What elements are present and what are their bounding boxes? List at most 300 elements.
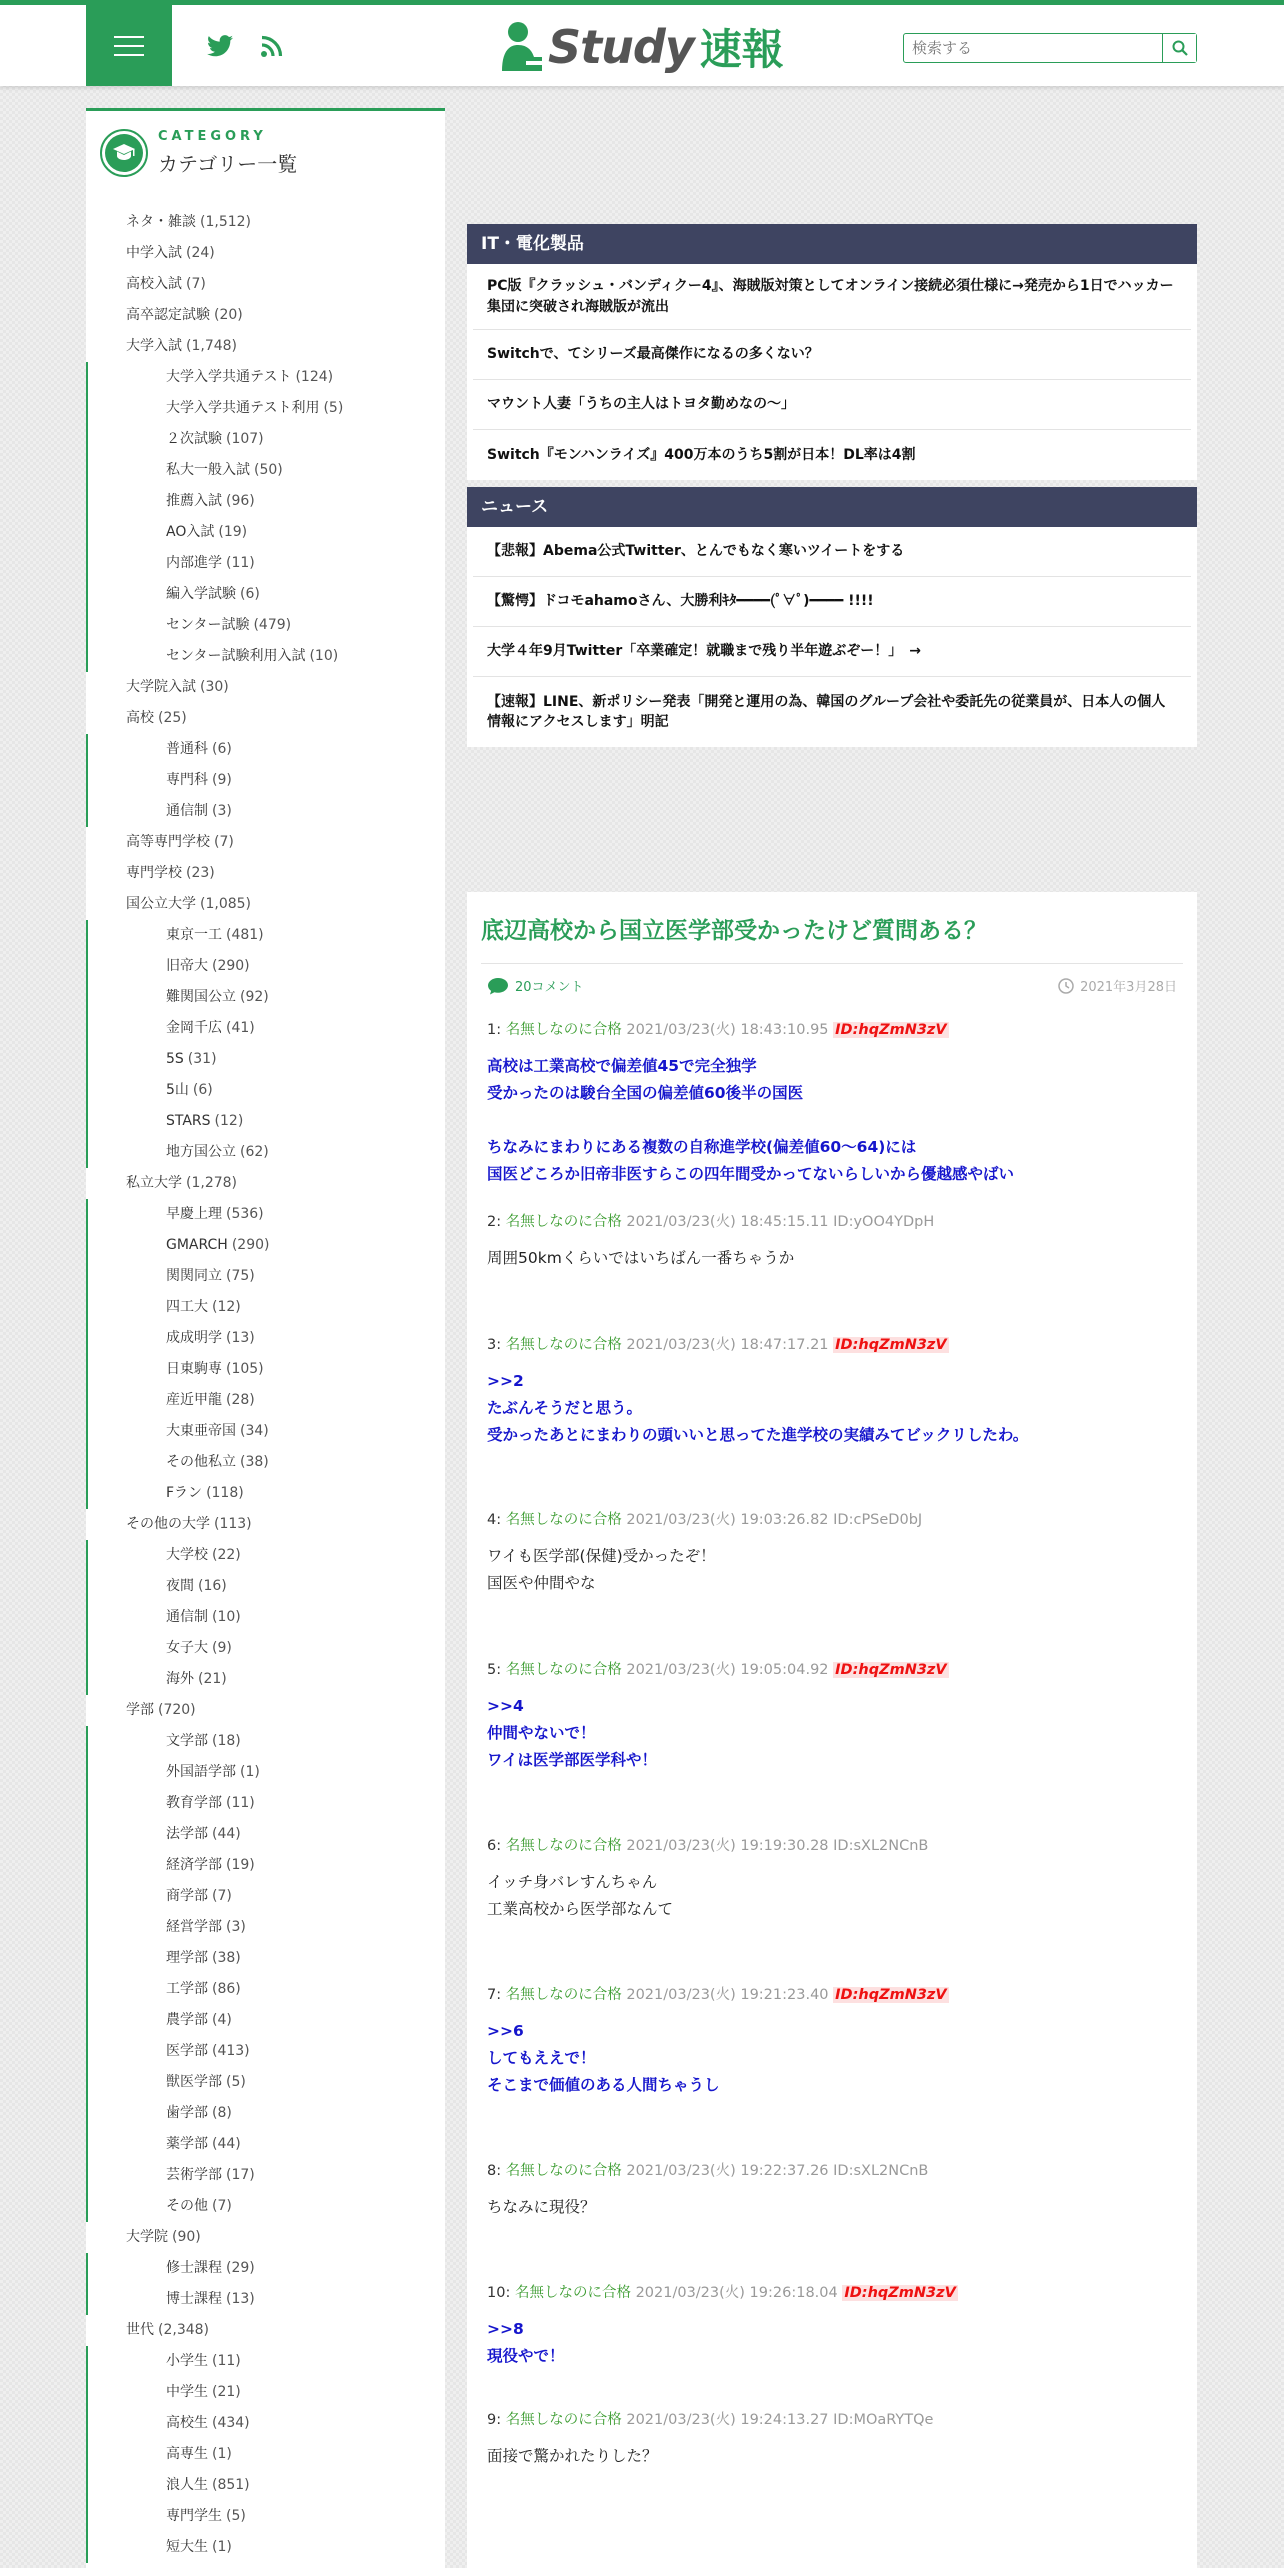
category-item[interactable] <box>86 517 445 548</box>
post-line[interactable]: >>6 <box>487 2022 524 2040</box>
poster-name: 名無しなのに合格 <box>505 2163 622 2179</box>
category-count: (11) <box>226 555 255 571</box>
category-label: 早慶上理 <box>166 1206 222 1222</box>
logo-text: Study <box>548 20 694 74</box>
category-item[interactable] <box>86 2470 445 2501</box>
category-label: 大学院入試 <box>126 679 196 695</box>
news-link[interactable]: マウント人妻「うちの主人はトヨタ勤めなの～」 <box>473 380 1191 430</box>
category-item[interactable] <box>86 2315 445 2346</box>
category-count: (41) <box>226 1020 255 1036</box>
poster-id[interactable]: ID:sXL2NCnB <box>833 1838 929 1854</box>
category-item[interactable] <box>86 2222 445 2253</box>
comment-post <box>487 2408 1177 2470</box>
category-item[interactable] <box>86 269 445 300</box>
category-title-jp: カテゴリー一覧 <box>158 152 298 176</box>
category-count: (9) <box>212 1640 232 1656</box>
category-count: (50) <box>254 462 283 478</box>
category-item[interactable] <box>86 2501 445 2532</box>
category-item[interactable] <box>86 1385 445 1416</box>
category-count: (10) <box>309 648 339 664</box>
category-label: 日東駒専 <box>166 1361 222 1377</box>
category-label: 5山 <box>166 1082 189 1098</box>
category-item[interactable] <box>86 2129 445 2160</box>
category-label: 経営学部 <box>166 1919 222 1935</box>
category-item[interactable] <box>86 1013 445 1044</box>
post-body <box>487 2443 1177 2470</box>
category-label: 地方国公立 <box>166 1144 236 1160</box>
category-label: 芸術学部 <box>166 2167 222 2183</box>
category-count: (5) <box>226 2074 246 2090</box>
category-item[interactable] <box>86 1354 445 1385</box>
category-count: (10) <box>212 1609 241 1625</box>
category-count: (3) <box>226 1919 246 1935</box>
category-count: (38) <box>212 1950 241 1966</box>
it-section-title: IT・電化製品 <box>467 224 1197 264</box>
category-item[interactable] <box>86 858 445 889</box>
category-label: 教育学部 <box>166 1795 222 1811</box>
post-body <box>487 2018 1177 2099</box>
post-line <box>487 1107 1177 1134</box>
category-item[interactable] <box>86 2284 445 2315</box>
news-link[interactable]: 【速報】LINE、新ポリシー発表「開発と運用の為、韓国のグループ会社や委託先の従業員が、日本人の個人情報にアクセスします」明記 <box>487 693 1166 730</box>
poster-id[interactable]: ID:yOO4YDpH <box>833 1214 935 1230</box>
post-number: 3: <box>487 1337 502 1353</box>
post-header <box>487 2281 1177 2302</box>
poster-id[interactable]: ID:hqZmN3zV <box>835 1662 947 1678</box>
category-item[interactable] <box>86 2253 445 2284</box>
category-count: (34) <box>240 1423 269 1439</box>
poster-id[interactable]: ID:MOaRYTQe <box>833 2412 934 2428</box>
post-header <box>487 1834 1177 1855</box>
post-body <box>487 1245 1177 1272</box>
category-item[interactable] <box>86 2532 445 2563</box>
post-number: 5: <box>487 1662 502 1678</box>
comments-link[interactable] <box>487 976 584 995</box>
category-label: 歯学部 <box>166 2105 208 2121</box>
post-line: してもええで！ <box>487 2049 596 2067</box>
menu-bar <box>114 54 144 56</box>
category-count: (18) <box>212 1733 241 1749</box>
category-count: (124) <box>295 369 334 385</box>
category-item[interactable] <box>86 1974 445 2005</box>
poster-name: 名無しなのに合格 <box>505 1662 622 1678</box>
category-label: 大学入試 <box>126 338 182 354</box>
category-count: (21) <box>198 1671 227 1687</box>
category-label: 夜間 <box>166 1578 194 1594</box>
category-count: (6) <box>192 1082 213 1098</box>
post-number: 2: <box>487 1214 502 1230</box>
category-item[interactable] <box>86 331 445 362</box>
post-datetime: 2021/03/23(火) 19:26:18.04 <box>635 2285 838 2301</box>
category-item[interactable] <box>86 1230 445 1261</box>
category-count: (90) <box>172 2229 201 2245</box>
category-item[interactable] <box>86 1416 445 1447</box>
category-label: 世代 <box>126 2322 154 2338</box>
post-number: 10: <box>487 2285 511 2301</box>
category-count: (536) <box>226 1206 264 1222</box>
category-label: 私大一般入試 <box>166 462 250 478</box>
category-count: (75) <box>226 1268 255 1284</box>
category-item[interactable] <box>86 1819 445 1850</box>
category-label: 海外 <box>166 1671 194 1687</box>
category-count: (20) <box>214 307 243 323</box>
poster-name: 名無しなのに合格 <box>505 2412 622 2428</box>
post-number: 8: <box>487 2163 502 2179</box>
post-header <box>487 2159 1177 2180</box>
category-count: (9) <box>212 772 232 788</box>
category-item[interactable] <box>86 1664 445 1695</box>
category-label: 5S <box>166 1051 184 1067</box>
category-count: (851) <box>212 2477 250 2493</box>
category-item[interactable] <box>86 455 445 486</box>
category-item[interactable] <box>86 207 445 238</box>
category-count: (1,748) <box>186 338 238 354</box>
category-item[interactable] <box>86 2036 445 2067</box>
category-item[interactable] <box>86 2346 445 2377</box>
poster-id[interactable]: ID:hqZmN3zV <box>835 1337 947 1353</box>
category-label: Fラン <box>166 1485 203 1501</box>
category-count: (7) <box>214 834 234 850</box>
category-label: その他 <box>166 2198 208 2214</box>
category-count: (28) <box>226 1392 255 1408</box>
site-logo[interactable] <box>500 15 784 79</box>
category-item[interactable] <box>86 734 445 765</box>
post-line: ワイも医学部(保健)受かったぞ！ <box>487 1547 716 1565</box>
category-label: 短大生 <box>166 2539 208 2555</box>
it-news-list <box>467 264 1197 480</box>
category-item[interactable] <box>86 703 445 734</box>
category-item[interactable] <box>86 1881 445 1912</box>
post-line: 周囲50kmくらいではいちばん一番ちゃうか <box>487 1249 795 1267</box>
category-item[interactable] <box>86 362 445 393</box>
poster-name: 名無しなのに合格 <box>505 1337 622 1353</box>
category-item[interactable] <box>86 300 445 331</box>
category-label: センター試験 <box>166 617 250 633</box>
category-item[interactable] <box>86 1075 445 1106</box>
post-body <box>487 1869 1177 1923</box>
category-count: (113) <box>214 1516 252 1532</box>
post-line: 仲間やないで！ <box>487 1724 596 1742</box>
category-label: 商学部 <box>166 1888 208 1904</box>
post-line: 高校は工業高校で偏差値45で完全独学 <box>487 1057 757 1075</box>
post-header <box>487 1333 1177 1354</box>
category-count: (31) <box>187 1051 217 1067</box>
category-item[interactable] <box>86 920 445 951</box>
category-label: ２次試験 <box>166 431 222 447</box>
student-logo-icon <box>500 21 544 73</box>
category-count: (434) <box>212 2415 250 2431</box>
poster-id[interactable]: ID:hqZmN3zV <box>835 1987 947 2003</box>
category-item[interactable] <box>86 2160 445 2191</box>
category-item[interactable] <box>86 2067 445 2098</box>
category-item[interactable] <box>86 238 445 269</box>
category-item[interactable] <box>86 2408 445 2439</box>
category-label: 医学部 <box>166 2043 208 2059</box>
category-count: (11) <box>226 1795 255 1811</box>
category-count: (12) <box>214 1113 244 1129</box>
hamburger-menu-button[interactable] <box>86 5 172 86</box>
category-count: (16) <box>198 1578 227 1594</box>
category-count: (11) <box>212 2353 241 2369</box>
category-count: (8) <box>212 2105 232 2121</box>
category-count: (7) <box>212 1888 232 1904</box>
category-count: (38) <box>240 1454 269 1470</box>
comment-post <box>487 1210 1177 1272</box>
category-item[interactable] <box>86 1540 445 1571</box>
rss-icon[interactable] <box>255 29 289 63</box>
category-item[interactable] <box>86 827 445 858</box>
category-item[interactable] <box>86 2377 445 2408</box>
category-count: (4) <box>212 2012 232 2028</box>
comment-post <box>487 1658 1177 1774</box>
category-item[interactable] <box>86 1571 445 1602</box>
category-title-en: CATEGORY <box>158 129 267 144</box>
search-box <box>903 33 1197 63</box>
category-count: (25) <box>158 710 187 726</box>
post-body <box>487 2194 1177 2221</box>
category-label: 旧帝大 <box>166 958 208 974</box>
post-header <box>487 1210 1177 1231</box>
category-count: (1,278) <box>186 1175 238 1191</box>
category-label: 金岡千広 <box>166 1020 222 1036</box>
category-item[interactable] <box>86 1850 445 1881</box>
category-label: 通信制 <box>166 803 208 819</box>
category-count: (481) <box>226 927 264 943</box>
category-item[interactable] <box>86 672 445 703</box>
category-item[interactable] <box>86 1912 445 1943</box>
category-count: (1,512) <box>200 214 252 230</box>
category-label: 小学生 <box>166 2353 208 2369</box>
category-label: 東京一工 <box>166 927 222 943</box>
category-item[interactable] <box>86 1478 445 1509</box>
category-count: (12) <box>212 1299 241 1315</box>
category-label: 農学部 <box>166 2012 208 2028</box>
post-body <box>487 1543 1177 1597</box>
poster-id[interactable]: ID:cPSeD0bJ <box>833 1512 923 1528</box>
category-label: 私立大学 <box>126 1175 182 1191</box>
article-meta <box>481 964 1183 1010</box>
category-count: (7) <box>212 2198 232 2214</box>
category-count: (5) <box>226 2508 246 2524</box>
category-item[interactable] <box>86 1044 445 1075</box>
category-count: (7) <box>186 276 206 292</box>
comment-post <box>487 1834 1177 1923</box>
search-input[interactable] <box>904 34 1162 62</box>
category-count: (19) <box>218 524 248 540</box>
news-section-title: ニュース <box>467 487 1197 527</box>
poster-id[interactable]: ID:hqZmN3zV <box>844 2285 956 2301</box>
category-item[interactable] <box>86 889 445 920</box>
post-line: イッチ身バレすんちゃん <box>487 1873 658 1891</box>
post-body <box>487 1053 1177 1188</box>
graduation-cap-icon <box>100 129 148 177</box>
category-count: (24) <box>186 245 215 261</box>
post-datetime: 2021/03/23(火) 19:22:37.26 <box>626 2163 829 2179</box>
category-item[interactable] <box>86 1943 445 1974</box>
category-item[interactable] <box>86 641 445 672</box>
category-count: (30) <box>200 679 229 695</box>
search-button[interactable] <box>1162 34 1196 62</box>
category-label: 大学校 <box>166 1547 208 1563</box>
post-header <box>487 2408 1177 2429</box>
category-item[interactable] <box>86 424 445 455</box>
category-label: 浪人生 <box>166 2477 208 2493</box>
category-item[interactable] <box>86 1168 445 1199</box>
category-item[interactable] <box>86 1292 445 1323</box>
post-line: ワイは医学部医学科や！ <box>487 1751 658 1769</box>
post-header <box>487 1658 1177 1679</box>
category-label: 大学院 <box>126 2229 168 2245</box>
category-item[interactable] <box>86 1788 445 1819</box>
category-label: 関関同立 <box>166 1268 222 1284</box>
post-line: 国医や仲間やな <box>487 1574 596 1592</box>
category-label: 大東亜帝国 <box>166 1423 236 1439</box>
post-datetime: 2021/03/23(火) 19:21:23.40 <box>626 1987 829 2003</box>
category-label: 工学部 <box>166 1981 208 1997</box>
category-item[interactable] <box>86 610 445 641</box>
category-item[interactable] <box>86 548 445 579</box>
category-label: 経済学部 <box>166 1857 222 1873</box>
category-item[interactable] <box>86 1633 445 1664</box>
post-header <box>487 1508 1177 1529</box>
poster-id[interactable]: ID:sXL2NCnB <box>833 2163 929 2179</box>
post-line[interactable]: >>2 <box>487 1372 524 1390</box>
post-datetime: 2021/03/23(火) 19:05:04.92 <box>626 1662 829 1678</box>
category-label: 法学部 <box>166 1826 208 1842</box>
post-line: 受かったあとにまわりの頭いいと思ってた進学校の実績みてビックリしたわ。 <box>487 1426 1029 1444</box>
post-datetime: 2021/03/23(火) 18:47:17.21 <box>626 1337 829 1353</box>
category-list <box>86 207 445 2563</box>
category-label: ネタ・雑談 <box>126 214 196 230</box>
poster-name: 名無しなのに合格 <box>514 2285 631 2301</box>
post-datetime: 2021/03/23(火) 19:19:30.28 <box>626 1838 829 1854</box>
post-line: ちなみにまわりにある複数の自称進学校(偏差値60～64)には <box>487 1138 917 1156</box>
twitter-icon[interactable] <box>203 29 237 63</box>
category-count: (17) <box>226 2167 255 2183</box>
category-item[interactable] <box>86 951 445 982</box>
category-item[interactable] <box>86 1261 445 1292</box>
category-count: (1) <box>212 2539 232 2555</box>
category-item[interactable] <box>86 1323 445 1354</box>
category-label: 高校入試 <box>126 276 182 292</box>
news-link[interactable]: 大学４年9月Twitter「卒業確定！就職まで残り半年遊ぶぞー！」 → <box>473 627 1191 677</box>
category-label: 専門学校 <box>126 865 182 881</box>
category-label: 高等専門学校 <box>126 834 210 850</box>
category-label: 博士課程 <box>166 2291 222 2307</box>
post-line: 工業高校から医学部なんて <box>487 1900 674 1918</box>
category-label: 女子大 <box>166 1640 208 1656</box>
post-line: 国医どころか旧帝非医すらこの四年間受かってないらしいから優越感やばい <box>487 1165 1015 1183</box>
category-label: 理学部 <box>166 1950 208 1966</box>
news-link[interactable]: PC版『クラッシュ・バンディクー4』、海賊版対策としてオンライン接続必須仕様に→発売から1日でハッカー集団に突破され海賊版が流出 <box>473 264 1191 330</box>
category-item[interactable] <box>86 1447 445 1478</box>
category-count: (23) <box>186 865 215 881</box>
category-label: 内部進学 <box>166 555 222 571</box>
category-item[interactable] <box>86 1106 445 1137</box>
category-count: (107) <box>226 431 264 447</box>
category-label: AO入試 <box>166 524 215 540</box>
category-item[interactable] <box>86 393 445 424</box>
category-count: (96) <box>226 493 255 509</box>
category-item[interactable] <box>86 765 445 796</box>
category-label: 高専生 <box>166 2446 208 2462</box>
category-label: 薬学部 <box>166 2136 208 2152</box>
category-label: 大学入学共通テスト利用 <box>166 400 320 416</box>
news-list <box>467 527 1197 747</box>
category-item[interactable] <box>86 579 445 610</box>
category-count: (5) <box>323 400 344 416</box>
post-body <box>487 1693 1177 1774</box>
post-line: 現役やで！ <box>487 2347 565 2365</box>
poster-name: 名無しなのに合格 <box>505 1512 622 1528</box>
clock-icon <box>1058 978 1074 994</box>
poster-name: 名無しなのに合格 <box>505 1214 622 1230</box>
category-label: 高校 <box>126 710 154 726</box>
category-item[interactable] <box>86 2098 445 2129</box>
category-label: 高校生 <box>166 2415 208 2431</box>
category-item[interactable] <box>86 1757 445 1788</box>
category-label: 修士課程 <box>166 2260 222 2276</box>
news-link[interactable]: 【驚愕】ドコモahamoさん、大勝利ｷﾀ━━━━(ﾟ∀ﾟ)━━━━ !!!! <box>473 577 1191 627</box>
news-link[interactable]: Switchで、てシリーズ最高傑作になるの多くない？ <box>473 330 1191 380</box>
category-count: (105) <box>226 1361 264 1377</box>
category-count: (19) <box>226 1857 255 1873</box>
category-item[interactable] <box>86 982 445 1013</box>
category-count: (413) <box>212 2043 250 2059</box>
poster-name: 名無しなのに合格 <box>505 1987 622 2003</box>
post-line: たぶんそうだと思う。 <box>487 1399 643 1417</box>
post-datetime: 2021/03/23(火) 18:43:10.95 <box>626 1022 829 1038</box>
category-count: (62) <box>240 1144 269 1160</box>
category-item[interactable] <box>86 2191 445 2222</box>
post-line: そこまで価値のある人間ちゃうし <box>487 2076 720 2094</box>
category-item[interactable] <box>86 1199 445 1230</box>
category-count: (13) <box>226 1330 255 1346</box>
poster-id[interactable]: ID:hqZmN3zV <box>835 1022 947 1038</box>
category-count: (29) <box>226 2260 255 2276</box>
category-item[interactable] <box>86 1695 445 1726</box>
post-line[interactable]: >>8 <box>487 2320 524 2338</box>
category-item[interactable] <box>86 1137 445 1168</box>
category-count: (2,348) <box>158 2322 210 2338</box>
category-item[interactable] <box>86 1726 445 1757</box>
post-number: 6: <box>487 1838 502 1854</box>
post-number: 4: <box>487 1512 502 1528</box>
category-label: 中学生 <box>166 2384 208 2400</box>
comment-bubble-icon <box>487 977 509 995</box>
date-text: 2021年3月28日 <box>1080 980 1177 995</box>
post-line[interactable]: >>4 <box>487 1697 524 1715</box>
comment-post <box>487 1983 1177 2099</box>
category-item[interactable] <box>86 2005 445 2036</box>
post-body <box>487 2316 1177 2370</box>
category-item[interactable] <box>86 486 445 517</box>
news-link[interactable]: 【悲報】Abema公式Twitter、とんでもなく寒いツイートをする <box>473 527 1191 577</box>
category-count: (44) <box>212 1826 241 1842</box>
category-item[interactable] <box>86 1509 445 1540</box>
category-count: (1,085) <box>200 896 252 912</box>
category-item[interactable] <box>86 2439 445 2470</box>
category-sidebar <box>86 108 445 2568</box>
category-label: 専門学生 <box>166 2508 222 2524</box>
news-link[interactable]: Switch『モンハンライズ』400万本のうち5割が日本！DL率は4割 <box>487 446 916 463</box>
category-count: (720) <box>158 1702 196 1718</box>
category-item[interactable] <box>86 796 445 827</box>
category-item[interactable] <box>86 1602 445 1633</box>
category-count: (86) <box>212 1981 241 1997</box>
post-header <box>487 1983 1177 2004</box>
category-label: 成成明学 <box>166 1330 222 1346</box>
